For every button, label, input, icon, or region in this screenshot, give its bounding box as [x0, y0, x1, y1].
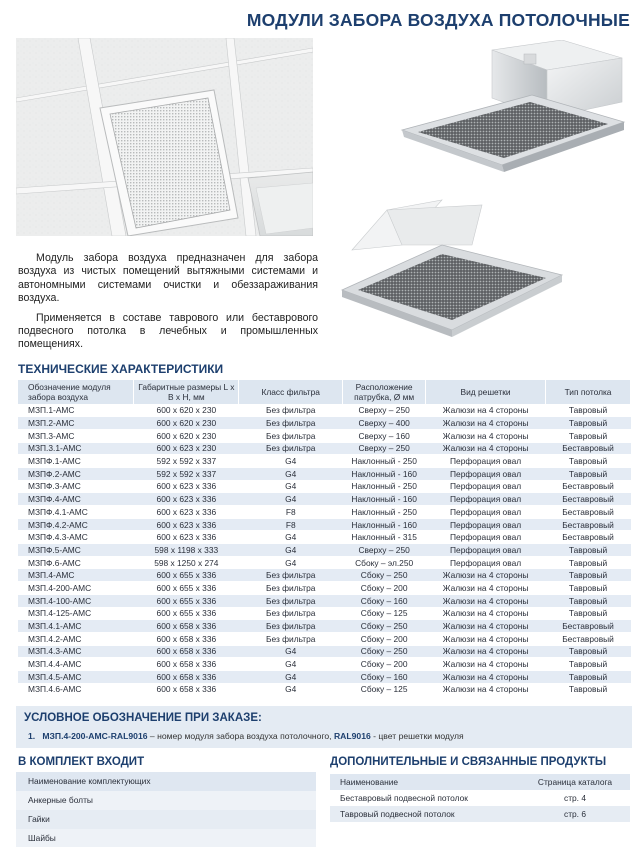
table-cell: Тавровый [546, 607, 631, 620]
table-row [18, 442, 631, 455]
table-cell: 600 x 620 x 230 [134, 417, 239, 430]
order-example [28, 731, 464, 741]
table-cell: Жалюзи на 4 стороны [426, 620, 546, 633]
related-header-cell: Наименование [330, 774, 520, 790]
table-cell: 598 x 1198 x 333 [134, 544, 239, 557]
table-row [18, 645, 631, 658]
table-cell: Сбоку – 200 [343, 582, 426, 595]
table-cell: G4 [239, 658, 343, 671]
order-designation-box [16, 706, 632, 748]
specs-header-cell: Вид решетки [426, 380, 546, 404]
table-cell: МЗП.4.1-АМС [18, 620, 134, 633]
table-cell: Сбоку – 200 [343, 658, 426, 671]
table-row [18, 569, 631, 582]
related-title: ДОПОЛНИТЕЛЬНЫЕ И СВЯЗАННЫЕ ПРОДУКТЫ [330, 756, 607, 768]
table-cell: Сверху – 160 [343, 429, 426, 442]
table-cell: Тавровый [546, 658, 631, 671]
table-row [18, 544, 631, 557]
table-cell: Сбоку – 250 [343, 569, 426, 582]
table-cell: Перфорация овал [426, 531, 546, 544]
table-row [18, 658, 631, 671]
kit-list [16, 772, 316, 847]
table-cell: Без фильтра [239, 442, 343, 455]
table-cell: Тавровый [546, 645, 631, 658]
table-cell: Перфорация овал [426, 518, 546, 531]
table-row [18, 531, 631, 544]
table-cell: 600 x 623 x 336 [134, 506, 239, 519]
table-cell: G4 [239, 645, 343, 658]
table-cell: Жалюзи на 4 стороны [426, 670, 546, 683]
table-cell: 600 x 655 x 336 [134, 582, 239, 595]
table-row [18, 670, 631, 683]
table-cell: Без фильтра [239, 607, 343, 620]
table-cell: G4 [239, 683, 343, 696]
table-cell: G4 [239, 493, 343, 506]
order-title: УСЛОВНОЕ ОБОЗНАЧЕНИЕ ПРИ ЗАКАЗЕ: [24, 712, 262, 724]
table-cell: 600 x 620 x 230 [134, 429, 239, 442]
table-cell: G4 [239, 455, 343, 468]
table-cell: 600 x 655 x 336 [134, 607, 239, 620]
table-cell: Жалюзи на 4 стороны [426, 632, 546, 645]
table-cell: Жалюзи на 4 стороны [426, 442, 546, 455]
table-cell: Перфорация овал [426, 544, 546, 557]
table-cell: Сбоку – 250 [343, 645, 426, 658]
table-cell: Тавровый [546, 683, 631, 696]
table-cell: Беставровый [546, 632, 631, 645]
table-cell: Без фильтра [239, 620, 343, 633]
table-cell: Без фильтра [239, 594, 343, 607]
table-cell: Тавровый [546, 569, 631, 582]
table-cell: Наклонный - 160 [343, 467, 426, 480]
table-row [18, 607, 631, 620]
table-row [18, 404, 631, 417]
table-cell: Тавровый [546, 544, 631, 557]
table-cell: МЗП.3.1-АМС [18, 442, 134, 455]
table-cell: Сбоку – 125 [343, 683, 426, 696]
related-row [330, 790, 630, 806]
table-cell: Жалюзи на 4 стороны [426, 429, 546, 442]
intro-paragraph-1: Модуль забора воздуха предназначен для забора воздуха из чистых помещений вытяжными системами и автономными системами очистки и обеззараживания воздуха. [18, 252, 318, 305]
table-cell: Перфорация овал [426, 467, 546, 480]
ceiling-module-photo [16, 38, 313, 236]
table-cell: Тавровый [546, 429, 631, 442]
table-cell: 600 x 655 x 336 [134, 569, 239, 582]
page-title: МОДУЛИ ЗАБОРА ВОЗДУХА ПОТОЛОЧНЫЕ [246, 10, 630, 30]
specs-table [18, 380, 631, 696]
table-cell: Перфорация овал [426, 455, 546, 468]
specs-title: ТЕХНИЧЕСКИЕ ХАРАКТЕРИСТИКИ [18, 362, 224, 376]
table-cell: 598 x 1250 x 274 [134, 556, 239, 569]
table-cell: Наклонный - 250 [343, 506, 426, 519]
related-row [330, 806, 630, 822]
table-cell: Жалюзи на 4 стороны [426, 404, 546, 417]
table-row [18, 417, 631, 430]
table-cell: Тавровый [546, 594, 631, 607]
table-cell: Беставровый [546, 506, 631, 519]
table-cell: Без фильтра [239, 569, 343, 582]
table-cell: Наклонный - 160 [343, 493, 426, 506]
table-cell: 592 x 592 x 337 [134, 455, 239, 468]
related-name: Тавровый подвесной потолок [330, 806, 520, 822]
table-cell: МЗПФ.6-АМС [18, 556, 134, 569]
table-cell: Жалюзи на 4 стороны [426, 594, 546, 607]
table-cell: Жалюзи на 4 стороны [426, 582, 546, 595]
kit-header: Наименование комплектующих [16, 772, 316, 791]
table-cell: МЗПФ.4.1-АМС [18, 506, 134, 519]
table-row [18, 429, 631, 442]
table-row [18, 506, 631, 519]
intro-paragraph-2: Применяется в составе таврового или беставрового подвесного потолка в лечебных и промышленных помещениях. [18, 311, 318, 351]
table-cell: 600 x 623 x 336 [134, 518, 239, 531]
specs-table-body [18, 404, 631, 696]
related-header-row [330, 774, 630, 790]
table-cell: G4 [239, 544, 343, 557]
table-cell: Тавровый [546, 455, 631, 468]
table-cell: 600 x 658 x 336 [134, 670, 239, 683]
table-cell: МЗП.4.5-АМС [18, 670, 134, 683]
table-cell: Сверху – 400 [343, 417, 426, 430]
table-row [18, 493, 631, 506]
table-cell: Перфорация овал [426, 480, 546, 493]
table-cell: G4 [239, 670, 343, 683]
table-cell: Сверху – 250 [343, 544, 426, 557]
table-cell: 600 x 658 x 336 [134, 632, 239, 645]
table-cell: Без фильтра [239, 417, 343, 430]
table-cell: Наклонный - 160 [343, 518, 426, 531]
intro-text [18, 252, 318, 358]
table-cell: Сверху – 250 [343, 442, 426, 455]
table-row [18, 582, 631, 595]
order-code: МЗП.4-200-АМС-RAL9016 [42, 731, 148, 741]
related-name: Беставровый подвесной потолок [330, 790, 520, 806]
specs-header-row [18, 380, 631, 404]
kit-item: Гайки [16, 810, 316, 829]
table-cell: Перфорация овал [426, 506, 546, 519]
table-cell: Беставровый [546, 518, 631, 531]
table-cell: Тавровый [546, 404, 631, 417]
table-cell: МЗП.1-АМС [18, 404, 134, 417]
table-cell: Без фильтра [239, 582, 343, 595]
table-cell: F8 [239, 518, 343, 531]
table-row [18, 556, 631, 569]
table-cell: G4 [239, 556, 343, 569]
table-cell: Тавровый [546, 670, 631, 683]
table-cell: МЗП.2-АМС [18, 417, 134, 430]
table-row [18, 467, 631, 480]
table-cell: Тавровый [546, 417, 631, 430]
related-table [330, 774, 630, 822]
table-cell: МЗПФ.3-АМС [18, 480, 134, 493]
table-row [18, 632, 631, 645]
table-cell: 600 x 623 x 336 [134, 531, 239, 544]
table-cell: 600 x 623 x 230 [134, 442, 239, 455]
table-cell: МЗП.4-АМС [18, 569, 134, 582]
table-row [18, 518, 631, 531]
table-cell: Жалюзи на 4 стороны [426, 607, 546, 620]
table-cell: Перфорация овал [426, 556, 546, 569]
table-cell: МЗПФ.2-АМС [18, 467, 134, 480]
table-cell: 600 x 658 x 336 [134, 658, 239, 671]
order-ral: RAL9016 [333, 731, 371, 741]
specs-header-cell: Габаритные размеры L x B x H, мм [134, 380, 239, 404]
table-cell: Жалюзи на 4 стороны [426, 683, 546, 696]
table-cell: G4 [239, 531, 343, 544]
related-page: стр. 6 [520, 806, 630, 822]
specs-header-cell: Обозначение модуля забора воздуха [18, 380, 134, 404]
table-cell: 600 x 655 x 336 [134, 594, 239, 607]
table-cell: МЗП.4.6-АМС [18, 683, 134, 696]
table-cell: МЗП.3-АМС [18, 429, 134, 442]
table-cell: Тавровый [546, 556, 631, 569]
specs-header-cell: Тип потолка [546, 380, 631, 404]
table-cell: МЗПФ.1-АМС [18, 455, 134, 468]
product-render-photos [332, 40, 632, 340]
table-row [18, 620, 631, 633]
table-cell: Наклонный - 250 [343, 455, 426, 468]
table-cell: Беставровый [546, 442, 631, 455]
table-cell: МЗПФ.4.2-АМС [18, 518, 134, 531]
table-row [18, 455, 631, 468]
table-cell: 600 x 620 x 230 [134, 404, 239, 417]
table-cell: Жалюзи на 4 стороны [426, 658, 546, 671]
table-cell: Перфорация овал [426, 493, 546, 506]
order-text-1: – номер модуля забора воздуха потолочного, [147, 731, 334, 741]
table-cell: Сбоку – эл.250 [343, 556, 426, 569]
table-cell: МЗП.4-100-АМС [18, 594, 134, 607]
table-cell: МЗП.4.2-АМС [18, 632, 134, 645]
table-cell: Наклонный - 250 [343, 480, 426, 493]
table-cell: Сверху – 250 [343, 404, 426, 417]
table-cell: Тавровый [546, 467, 631, 480]
table-row [18, 683, 631, 696]
table-cell: Сбоку – 250 [343, 620, 426, 633]
table-cell: МЗП.4-125-АМС [18, 607, 134, 620]
table-cell: МЗПФ.4.3-АМС [18, 531, 134, 544]
table-cell: Без фильтра [239, 429, 343, 442]
kit-item: Шайбы [16, 829, 316, 847]
table-cell: 600 x 658 x 336 [134, 683, 239, 696]
table-cell: Без фильтра [239, 404, 343, 417]
table-cell: МЗП.4.3-АМС [18, 645, 134, 658]
table-cell: Беставровый [546, 531, 631, 544]
table-cell: МЗП.4-200-АМС [18, 582, 134, 595]
related-page: стр. 4 [520, 790, 630, 806]
table-cell: Беставровый [546, 620, 631, 633]
table-cell: МЗП.4.4-АМС [18, 658, 134, 671]
table-cell: 600 x 658 x 336 [134, 645, 239, 658]
table-cell: Без фильтра [239, 632, 343, 645]
table-cell: Наклонный - 315 [343, 531, 426, 544]
related-header-cell: Страница каталога [520, 774, 630, 790]
table-cell: 600 x 658 x 336 [134, 620, 239, 633]
table-cell: Сбоку – 160 [343, 594, 426, 607]
table-cell: Беставровый [546, 493, 631, 506]
table-cell: Тавровый [546, 582, 631, 595]
kit-title: В КОМПЛЕКТ ВХОДИТ [18, 756, 145, 768]
table-cell: Беставровый [546, 480, 631, 493]
table-cell: МЗПФ.5-АМС [18, 544, 134, 557]
table-cell: G4 [239, 467, 343, 480]
table-cell: Жалюзи на 4 стороны [426, 569, 546, 582]
kit-item: Анкерные болты [16, 791, 316, 810]
table-cell: 592 x 592 x 337 [134, 467, 239, 480]
table-row [18, 480, 631, 493]
table-row [18, 594, 631, 607]
specs-header-cell: Расположение патрубка, Ø мм [343, 380, 426, 404]
table-cell: F8 [239, 506, 343, 519]
table-cell: Жалюзи на 4 стороны [426, 417, 546, 430]
table-cell: МЗПФ.4-АМС [18, 493, 134, 506]
table-cell: Сбоку – 200 [343, 632, 426, 645]
table-cell: 600 x 623 x 336 [134, 480, 239, 493]
order-number: 1. [28, 731, 36, 741]
table-cell: Сбоку – 125 [343, 607, 426, 620]
table-cell: 600 x 623 x 336 [134, 493, 239, 506]
table-cell: Жалюзи на 4 стороны [426, 645, 546, 658]
table-cell: Сбоку – 160 [343, 670, 426, 683]
table-cell: G4 [239, 480, 343, 493]
specs-header-cell: Класс фильтра [239, 380, 343, 404]
order-text-2: - цвет решетки модуля [370, 731, 464, 741]
